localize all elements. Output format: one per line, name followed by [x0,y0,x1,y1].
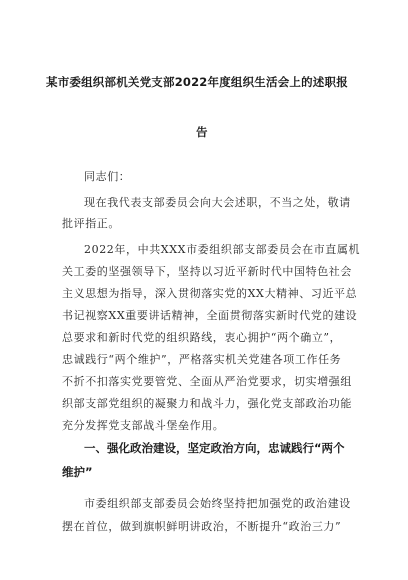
paragraph-line: 现在我代表支部委员会向大会述职，不当之处，敬请 [84,196,351,209]
paragraph-line: 批评指正。 [62,217,120,230]
paragraph-line: 2022年，中共XXX市委组织部支部委员会在市直属机 [84,243,361,256]
document-title: 某市委组织部机关党支部2022年度组织生活会上的述职报 [46,75,348,89]
paragraph-line: 忠诚践行“两个维护”，严格落实机关党建各项工作任务 [62,353,342,366]
paragraph-line: 织部支部党组织的凝聚力和战斗力，强化党支部政治功能 [62,397,352,410]
paragraph-line: 书记视察XX重要讲话精神，全面贯彻落实新时代党的建设 [62,309,358,322]
document-title-continuation: 告 [196,125,208,139]
paragraph-line: 主义思想为指导，深入贯彻落实党的XX大精神、习近平总 [62,287,358,300]
heading-line: 维护” [62,465,93,479]
salutation: 同志们： [84,170,131,183]
paragraph-line: 关工委的坚强领导下，坚持以习近平新时代中国特色社会 [62,265,352,278]
paragraph-line: 不折不扣落实党要管党、全面从严治党要求，切实增强组 [62,375,352,388]
heading-line: 一、强化政治建设，坚定政治方向，忠诚践行“两个 [84,441,345,455]
paragraph-line: 总要求和新时代党的组织路线，衷心拥护“两个确立”， [62,331,342,344]
paragraph-line: 摆在首位，做到旗帜鲜明讲政治，不断提升“政治三力” [62,520,342,533]
paragraph-line: 充分发挥党支部战斗堡垒作用。 [62,419,225,432]
paragraph-line: 市委组织部支部委员会始终坚持把加强党的政治建设 [84,497,351,510]
